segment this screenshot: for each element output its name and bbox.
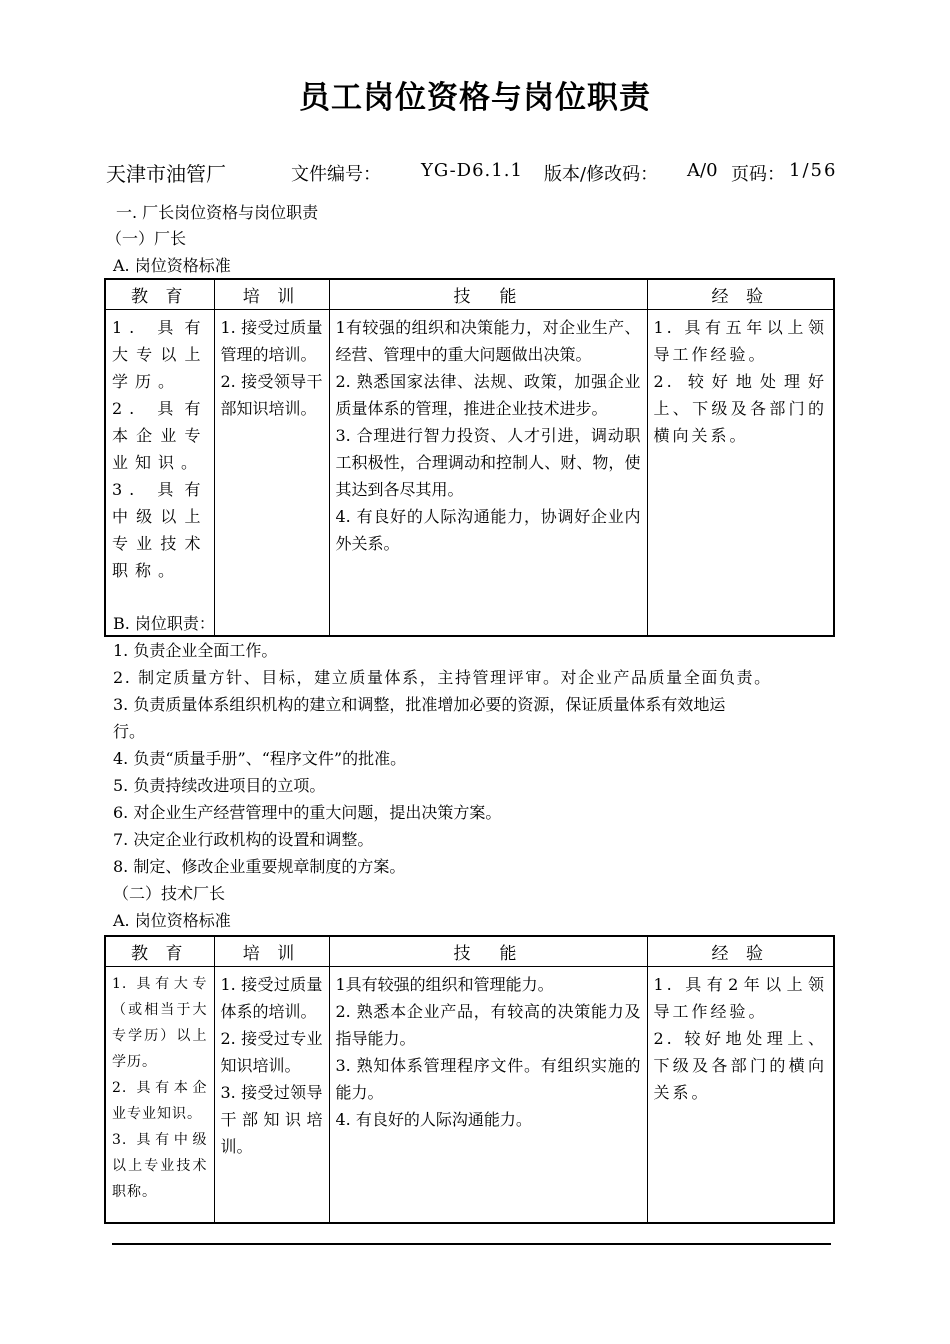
column-header: 技 能: [329, 279, 647, 310]
list-item: 2. 接受过专业知识培训。: [220, 1029, 323, 1075]
column-header: 培 训: [214, 279, 329, 310]
table-row: [105, 310, 834, 636]
duty-item: 3. 负责质量体系组织机构的建立和调整，批准增加必要的资源，保证质量体系有效地运: [113, 695, 726, 714]
doc-number: YG-D6.1.1: [421, 160, 523, 181]
column-header: 教 育: [105, 279, 214, 310]
table-row: [105, 967, 834, 1223]
duty-item: 5. 负责持续改进项目的立项。: [113, 776, 326, 795]
footer-divider: [112, 1243, 831, 1245]
list-item: 3. 合理进行智力投资、人才引进，调动职工积极性，合理调动和控制人、财、物，使其达到各尽其用。: [335, 426, 641, 499]
duties-heading: B. 岗位职责：: [113, 614, 215, 633]
doc-number-label: 文件编号：: [291, 164, 381, 185]
page-label: 页码：: [731, 164, 785, 185]
subsection-heading: （一）厂长: [106, 229, 187, 248]
column-header: 培 训: [214, 936, 329, 967]
list-item: 4. 有良好的人际沟通能力，协调好企业内外关系。: [335, 507, 641, 553]
table-header-row: [105, 279, 834, 310]
page-title: 员工岗位资格与岗位职责: [299, 80, 651, 116]
list-item: 2. 较好地处理上、下级及各部门的横向关系。: [653, 1029, 827, 1102]
duty-item: 6. 对企业生产经营管理中的重大问题，提出决策方案。: [113, 803, 502, 822]
column-header: 技 能: [329, 936, 647, 967]
list-item: 3. 接受过领导干部知识培训。: [220, 1083, 323, 1156]
education-cell: [105, 310, 214, 636]
version-value: A/0: [687, 160, 718, 181]
training-cell: [214, 967, 329, 1223]
experience-cell: [647, 967, 834, 1223]
section-heading: 一. 厂长岗位资格与岗位职责: [116, 203, 319, 222]
duty-item: 行。: [113, 722, 146, 741]
duty-item: 2. 制定质量方针、目标，建立质量体系，主持管理评审。对企业产品质量全面负责。: [113, 668, 772, 687]
page-number: 1/56: [789, 160, 838, 181]
version-label: 版本/修改码：: [544, 164, 659, 185]
education-cell: [105, 967, 214, 1223]
list-item: 1. 接受过质量体系的培训。: [220, 975, 323, 1021]
list-item: 1. 接受过质量管理的培训。: [220, 318, 323, 364]
column-header: 教 育: [105, 936, 214, 967]
training-cell: [214, 310, 329, 636]
list-item: 2. 具有本企业专业知识。: [112, 399, 208, 472]
qualification-heading: A. 岗位资格标准: [113, 911, 231, 930]
list-item: 2. 具有本企业专业知识。: [112, 1080, 208, 1122]
experience-cell: [647, 310, 834, 636]
list-item: 1有较强的组织和决策能力，对企业生产、经营、管理中的重大问题做出决策。: [335, 318, 641, 364]
company-name: 天津市油管厂: [106, 162, 226, 186]
list-item: 2. 熟悉本企业产品，有较高的决策能力及指导能力。: [335, 1002, 641, 1048]
list-item: 1. 具有大专以上学历。: [112, 318, 208, 391]
list-item: 1. 具有2年以上领导工作经验。: [653, 975, 827, 1021]
qualification-table-technical-director: [104, 935, 835, 1224]
column-header: 经 验: [647, 936, 834, 967]
list-item: 3. 熟知体系管理程序文件。有组织实施的能力。: [335, 1056, 641, 1102]
subsection-heading: （二）技术厂长: [113, 884, 226, 903]
list-item: 1. 具有大专（或相当于大专学历）以上学历。: [112, 976, 208, 1070]
duty-item: 4. 负责“质量手册”、“程序文件”的批准。: [113, 749, 407, 768]
list-item: 1. 具有五年以上领导工作经验。: [653, 318, 827, 364]
list-item: 2. 接受领导干部知识培训。: [220, 372, 323, 418]
column-header: 经 验: [647, 279, 834, 310]
skills-cell: [329, 967, 647, 1223]
skills-cell: [329, 310, 647, 636]
list-item: 4. 有良好的人际沟通能力。: [335, 1110, 532, 1129]
duty-item: 1. 负责企业全面工作。: [113, 641, 278, 660]
list-item: 3. 具有中级以上专业技术职称。: [112, 480, 208, 580]
list-item: 1具有较强的组织和管理能力。: [335, 975, 554, 994]
duty-item: 8. 制定、修改企业重要规章制度的方案。: [113, 857, 406, 876]
list-item: 2. 较好地处理好上、下级及各部门的横向关系。: [653, 372, 827, 445]
qualification-heading: A. 岗位资格标准: [113, 256, 231, 275]
list-item: 3. 具有中级以上专业技术职称。: [112, 1132, 208, 1200]
qualification-table-director: [104, 278, 835, 637]
duty-item: 7. 决定企业行政机构的设置和调整。: [113, 830, 374, 849]
table-header-row: [105, 936, 834, 967]
list-item: 2. 熟悉国家法律、法规、政策，加强企业质量体系的管理，推进企业技术进步。: [335, 372, 641, 418]
